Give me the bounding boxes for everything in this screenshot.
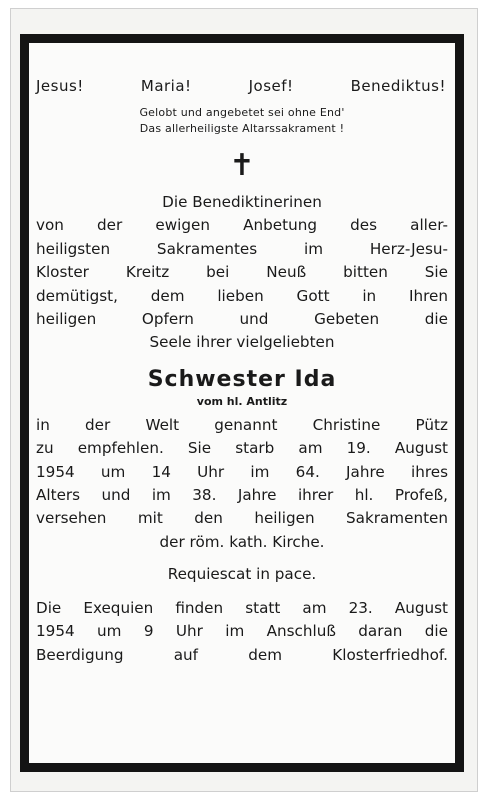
funeral-line: Die Exequien finden statt am 23. August <box>36 598 448 617</box>
salutation-josef: Josef! <box>248 77 294 95</box>
bio-line: versehen mit den heiligen Sakramenten <box>36 509 448 528</box>
bio-line: in der Welt genannt Christine Pütz <box>36 415 448 434</box>
funeral-line: 1954 um 9 Uhr im Anschluß daran die <box>36 622 448 641</box>
funeral-line: Beerdigung auf dem Klosterfriedhof. <box>36 645 448 664</box>
religious-name: vom hl. Antlitz <box>196 394 288 408</box>
praise-line-1: Gelobt und angebetet sei ohne End' <box>139 106 345 119</box>
deceased-name: Schwester Ida <box>147 366 337 392</box>
funeral-text <box>36 597 448 667</box>
cross-icon: ✝ <box>229 148 255 183</box>
bio-text <box>36 414 448 554</box>
intro-text <box>36 191 448 355</box>
bio-line: Alters und im 38. Jahre ihrer hl. Profeß, <box>36 486 448 505</box>
salutation-line <box>36 77 448 95</box>
intro-line: Die Benediktinerinen <box>162 193 322 211</box>
salutation-benediktus: Benediktus! <box>350 77 446 95</box>
salutation-maria: Maria! <box>140 77 192 95</box>
bio-line: der röm. kath. Kirche. <box>159 532 325 551</box>
card-content <box>36 77 448 667</box>
intro-line: heiligsten Sakramentes im Herz-Jesu- <box>36 239 448 258</box>
intro-line: Seele ihrer vielgeliebten <box>149 333 335 352</box>
salutation-jesus: Jesus! <box>36 77 84 95</box>
intro-line: Kloster Kreitz bei Neuß bitten Sie <box>36 263 448 282</box>
requiescat-line: Requiescat in pace. <box>167 565 317 584</box>
praise-line-2: Das allerheiligste Altarssakrament ! <box>139 122 345 135</box>
intro-line: von der ewigen Anbetung des aller- <box>36 216 448 235</box>
intro-line: heiligen Opfern und Gebeten die <box>36 310 448 329</box>
bio-line: 1954 um 14 Uhr im 64. Jahre ihres <box>36 462 448 481</box>
intro-line: demütigst, dem lieben Gott in Ihren <box>36 286 448 305</box>
bio-line: zu empfehlen. Sie starb am 19. August <box>36 439 448 458</box>
